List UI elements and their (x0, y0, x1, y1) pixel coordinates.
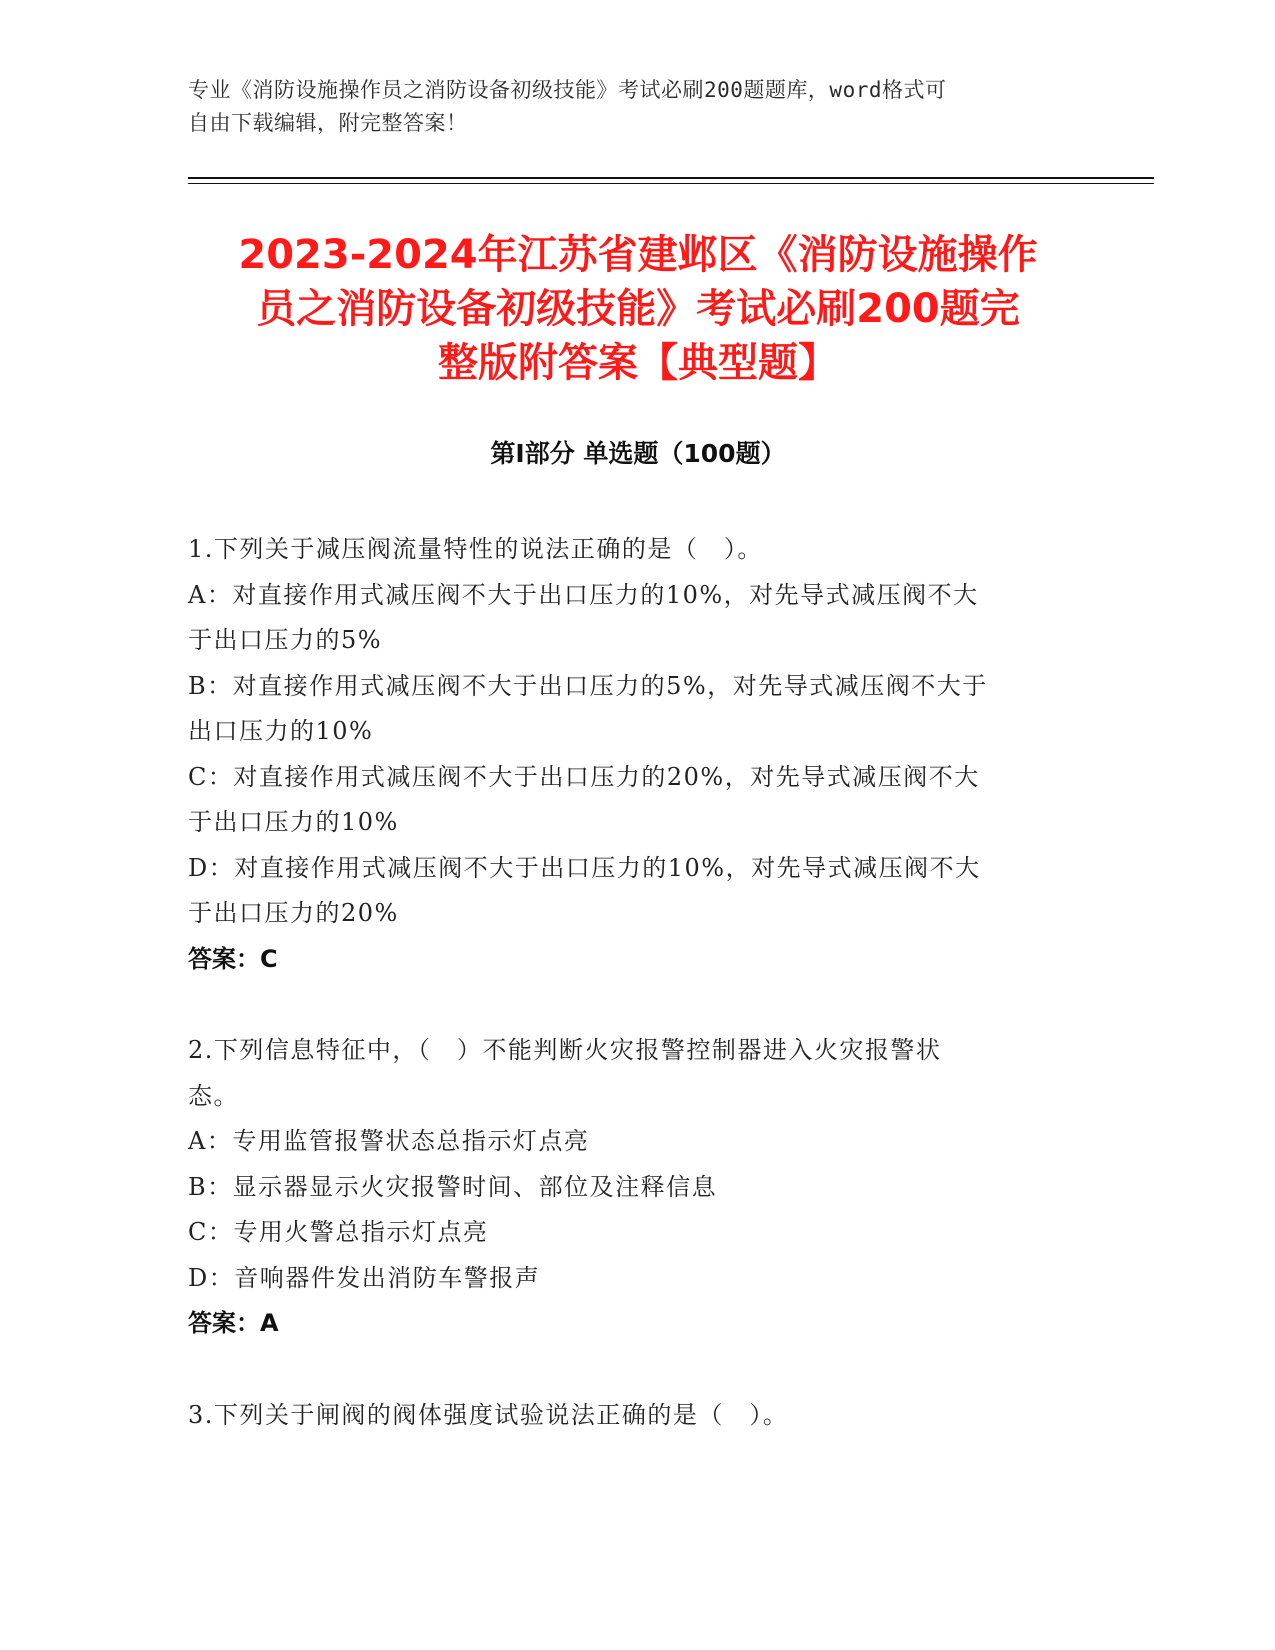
option-a: A：专用监管报警状态总指示灯点亮 (188, 1127, 590, 1155)
option-line: 于出口压力的20% (188, 899, 399, 927)
option-c (188, 755, 1088, 846)
option-line: C：对直接作用式减压阀不大于出口压力的20%，对先导式减压阀不大 (188, 762, 980, 791)
option-b (188, 664, 1088, 755)
option-a (188, 573, 1088, 664)
title-line: 2023-2024年江苏省建邺区《消防设施操作 (238, 232, 1038, 278)
option-line: D：对直接作用式减压阀不大于出口压力的10%，对先导式减压阀不大 (188, 853, 981, 882)
question-1 (188, 527, 1088, 982)
option-d (188, 846, 1088, 937)
option-line: 出口压力的10% (188, 717, 374, 745)
header-divider-thick (188, 177, 1154, 179)
option-b: B：显示器显示火灾报警时间、部位及注释信息 (188, 1172, 718, 1201)
header-note-line: 专业《消防设施操作员之消防设备初级技能》考试必刷200题题库，word格式可 (188, 78, 947, 102)
answer-label: 答案：A (188, 1309, 279, 1337)
header-note-line: 自由下载编辑，附完整答案！ (188, 111, 468, 135)
option-line: 于出口压力的5% (188, 626, 383, 654)
question-3 (188, 1393, 1088, 1439)
document-title (188, 228, 1088, 390)
title-line: 员之消防设备初级技能》考试必刷200题完 (256, 286, 1020, 332)
option-c: C：专用火警总指示灯点亮 (188, 1218, 489, 1246)
question-stem: 1.下列关于减压阀流量特性的说法正确的是（ ）。 (188, 535, 763, 563)
option-line: A：对直接作用式减压阀不大于出口压力的10%，对先导式减压阀不大 (188, 580, 979, 609)
option-line: 于出口压力的10% (188, 808, 399, 836)
header-divider-thin (188, 183, 1154, 184)
question-list (188, 527, 1088, 1484)
question-stem: 态。 (188, 1081, 239, 1110)
section-heading: 第Ⅰ部分 单选题（100题） (490, 439, 786, 468)
title-line: 整版附答案【典型题】 (438, 340, 838, 386)
question-2 (188, 1028, 1088, 1347)
question-stem: 2.下列信息特征中，（ ）不能判断火灾报警控制器进入火灾报警状 (188, 1036, 942, 1064)
answer-label: 答案：C (188, 944, 278, 973)
question-stem: 3.下列关于闸阀的阀体强度试验说法正确的是（ ）。 (188, 1400, 789, 1429)
option-line: B：对直接作用式减压阀不大于出口压力的5%，对先导式减压阀不大于 (188, 671, 988, 700)
option-d: D：音响器件发出消防车警报声 (188, 1263, 541, 1292)
header-note (188, 74, 1068, 140)
